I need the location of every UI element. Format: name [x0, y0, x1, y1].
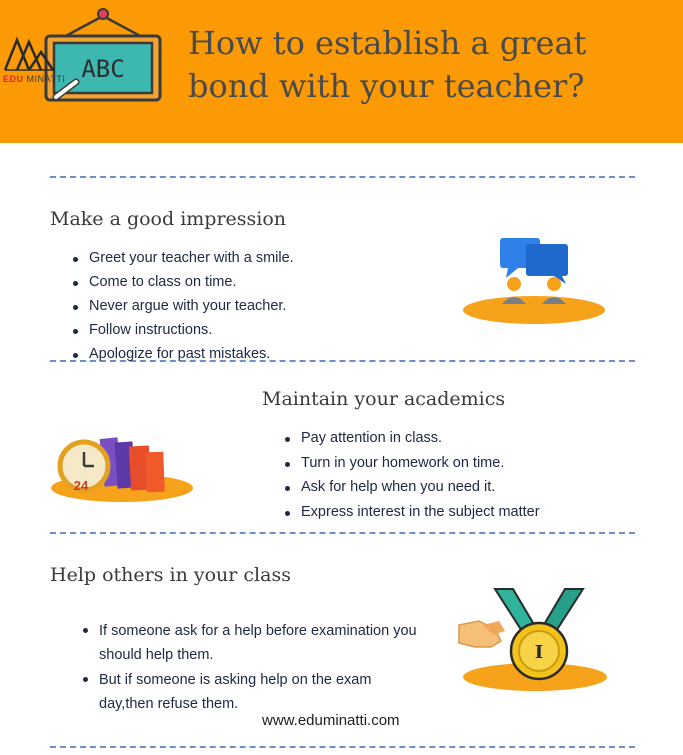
divider: [50, 176, 635, 178]
section-heading-help-others: Help others in your class: [50, 564, 291, 586]
conversation-illustration-icon: [462, 232, 608, 326]
list-item: If someone ask for a help before examination you should help them.: [83, 619, 428, 667]
academics-list: [285, 428, 540, 526]
svg-text:ABC: ABC: [81, 55, 125, 83]
page-title: How to establish a great bond with your teacher?: [188, 24, 587, 105]
list-item: Express interest in the subject matter: [285, 502, 540, 527]
list-item: But if someone is asking help on the exam day,then refuse them.: [83, 668, 428, 716]
svg-text:24: 24: [73, 478, 89, 493]
section-heading-impression: Make a good impression: [50, 208, 287, 230]
logo-wordmark: EDU MINATTI: [3, 74, 66, 84]
impression-list: [73, 248, 294, 368]
books-clock-illustration-icon: [50, 430, 196, 506]
list-item: Come to class on time.: [73, 272, 294, 296]
list-item: Pay attention in class.: [285, 428, 540, 453]
website-url: www.eduminatti.com: [262, 712, 400, 729]
svg-text:I: I: [534, 642, 544, 663]
list-item: Apologize for past mistakes.: [73, 344, 294, 368]
divider: [50, 746, 635, 748]
list-item: Never argue with your teacher.: [73, 296, 294, 320]
section-heading-academics: Maintain your academics: [262, 388, 506, 410]
list-item: Turn in your homework on time.: [285, 453, 540, 478]
list-item: Greet your teacher with a smile.: [73, 248, 294, 272]
medal-handshake-illustration-icon: [455, 585, 611, 695]
list-item: Follow instructions.: [73, 320, 294, 344]
help-others-list: [83, 619, 428, 717]
header-banner: [0, 0, 683, 143]
divider: [50, 532, 635, 534]
list-item: Ask for help when you need it.: [285, 477, 540, 502]
